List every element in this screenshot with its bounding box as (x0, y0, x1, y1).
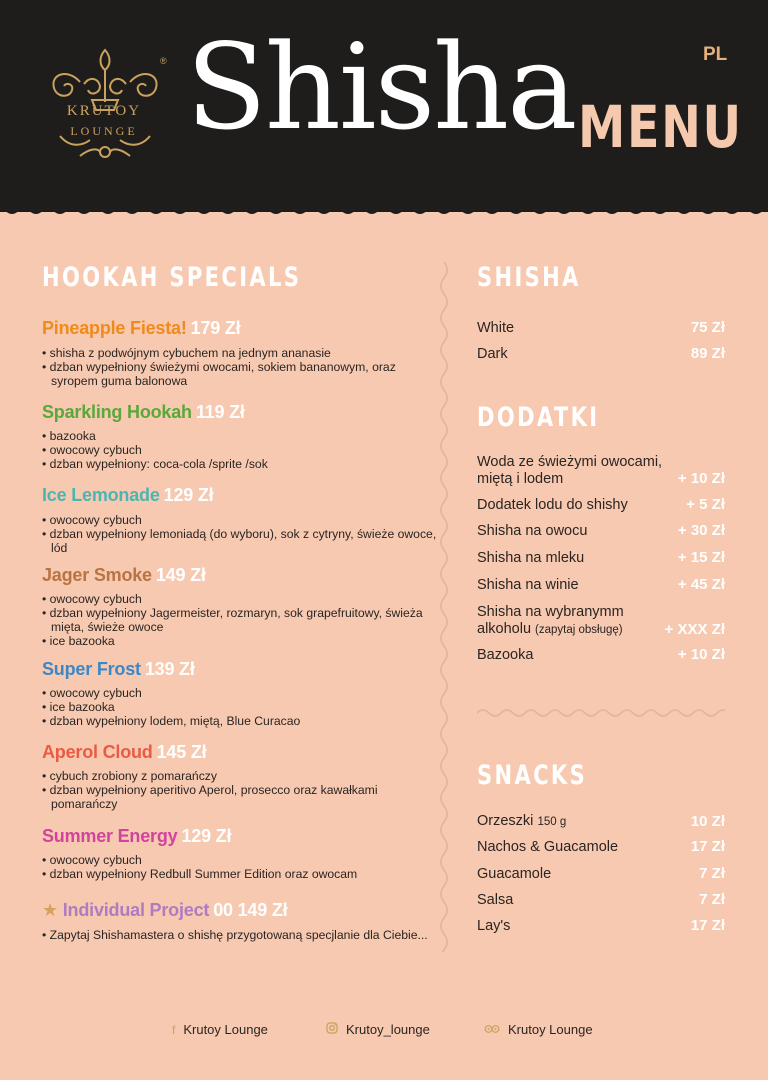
special-item-description: • owocowy cybuch • dzban wypełniony Redbull Summer Edition oraz owocam (42, 853, 358, 881)
price-row: Shisha na owocu + 30 Zł (477, 522, 725, 539)
page-title: Shisha (186, 18, 576, 156)
tripadvisor-icon (484, 1023, 500, 1037)
special-item-price: 145 Zł (156, 742, 207, 762)
price-row: Bazooka + 10 Zł (477, 646, 725, 663)
special-item-name: Sparkling Hookah 119 Zł (42, 402, 245, 422)
row-price: + 45 Zł (677, 576, 725, 593)
special-item-price: 149 Zł (155, 565, 206, 585)
row-price: 75 Zł (690, 319, 725, 336)
special-item-price: 129 Zł (181, 826, 232, 846)
price-row: Shisha na winie + 45 Zł (477, 576, 725, 593)
row-price: 7 Zł (699, 865, 725, 882)
special-item-price: 129 Zł (163, 485, 214, 505)
special-item-price: 139 Zł (144, 659, 195, 679)
row-price: + 30 Zł (677, 522, 725, 539)
logo-subname: LOUNGE (70, 124, 138, 138)
special-item-price: 00 149 Zł (213, 900, 288, 920)
special-item-description: • owocowy cybuch • dzban wypełniony Jagermeister, rozmaryn, sok grapefruitowy, świeża mięta, świeże owoce • ice bazooka (42, 592, 423, 648)
price-row: White 75 Zł (477, 319, 725, 336)
special-item-price: 119 Zł (195, 402, 245, 422)
star-icon: ★ (42, 900, 63, 920)
header-wave-edge (0, 196, 768, 226)
special-item-description: • owocowy cybuch • dzban wypełniony lemoniadą (do wyboru), sok z cytryny, świeże owoce, lód (42, 513, 437, 555)
price-row: Orzeszki 150 g 10 Zł (477, 813, 725, 830)
row-price: + 10 Zł (677, 646, 725, 663)
row-price: + XXX Zł (664, 621, 725, 638)
footer-facebook-link[interactable]: f Krutoy Lounge (172, 1022, 268, 1037)
registered-mark: ® (160, 56, 167, 66)
special-item-description: • cybuch zrobiony z pomarańczy • dzban wypełniony aperitivo Aperol, prosecco oraz kawałkami pomarańczy (42, 769, 378, 811)
footer-tripadvisor-link[interactable]: Krutoy Lounge (484, 1022, 593, 1037)
section-title-dodatki: DODATKI (477, 402, 600, 433)
price-row: Shisha na mleku + 15 Zł (477, 549, 725, 566)
section-title-hookah-specials: HOOKAH SPECIALS (42, 262, 302, 293)
row-price: 10 Zł (690, 813, 725, 830)
special-item-description: • shisha z podwójnym cybuchem na jednym ananasie • dzban wypełniony świeżymi owocami, sokiem bananowym, oraz syropem guma balonowa (42, 346, 396, 388)
price-row: Lay's 17 Zł (477, 917, 725, 934)
special-item-name: Jager Smoke 149 Zł (42, 565, 206, 585)
row-price: 17 Zł (690, 838, 725, 855)
special-item-description: • Zapytaj Shishamastera o shishę przygotowaną specjlanie dla Ciebie... (42, 928, 428, 942)
special-item-name: Pineapple Fiesta! 179 Zł (42, 318, 241, 338)
row-price: + 5 Zł (686, 496, 725, 513)
special-item-description: • bazooka • owocowy cybuch • dzban wypełniony: coca-cola /sprite /sok (42, 429, 268, 471)
row-price: 7 Zł (699, 891, 725, 908)
logo-name: KRUTOY (66, 103, 142, 119)
section-title-shisha: SHISHA (477, 262, 581, 293)
instagram-icon (326, 1022, 338, 1037)
special-item-name: ★ Individual Project 00 149 Zł (42, 900, 288, 920)
language-badge[interactable]: PL (703, 44, 728, 65)
row-price: 17 Zł (690, 917, 725, 934)
facebook-icon: f (172, 1023, 176, 1037)
column-divider (436, 262, 452, 952)
row-note: 150 g (537, 816, 567, 828)
price-row: Woda ze świeżymi owocami, miętą i lodem + 10 Zł (477, 454, 725, 487)
special-item-price: 179 Zł (190, 318, 241, 338)
special-item-name: Summer Energy 129 Zł (42, 826, 232, 846)
footer-instagram-link[interactable]: Krutoy_lounge (326, 1022, 430, 1037)
section-divider (477, 706, 725, 720)
row-price: 89 Zł (690, 345, 725, 362)
special-item-name: Ice Lemonade 129 Zł (42, 485, 214, 505)
special-item-name: Super Frost 139 Zł (42, 659, 195, 679)
price-row: Dark 89 Zł (477, 345, 725, 362)
price-row: Shisha na wybranymm alkoholu (zapytaj obsługę) + XXX Zł (477, 604, 725, 638)
section-title-snacks: SNACKS (477, 760, 588, 791)
row-note: (zapytaj obsługę) (535, 624, 623, 636)
price-row: Salsa 7 Zł (477, 891, 725, 908)
special-item-name: Aperol Cloud 145 Zł (42, 742, 207, 762)
price-row: Guacamole 7 Zł (477, 865, 725, 882)
special-item-description: • owocowy cybuch • ice bazooka • dzban wypełniony lodem, miętą, Blue Curacao (42, 686, 301, 728)
page-subtitle: MENU (578, 93, 743, 161)
price-row: Nachos & Guacamole 17 Zł (477, 838, 725, 855)
row-price: + 10 Zł (677, 470, 725, 487)
row-price: + 15 Zł (677, 549, 725, 566)
price-row: Dodatek lodu do shishy + 5 Zł (477, 496, 725, 513)
